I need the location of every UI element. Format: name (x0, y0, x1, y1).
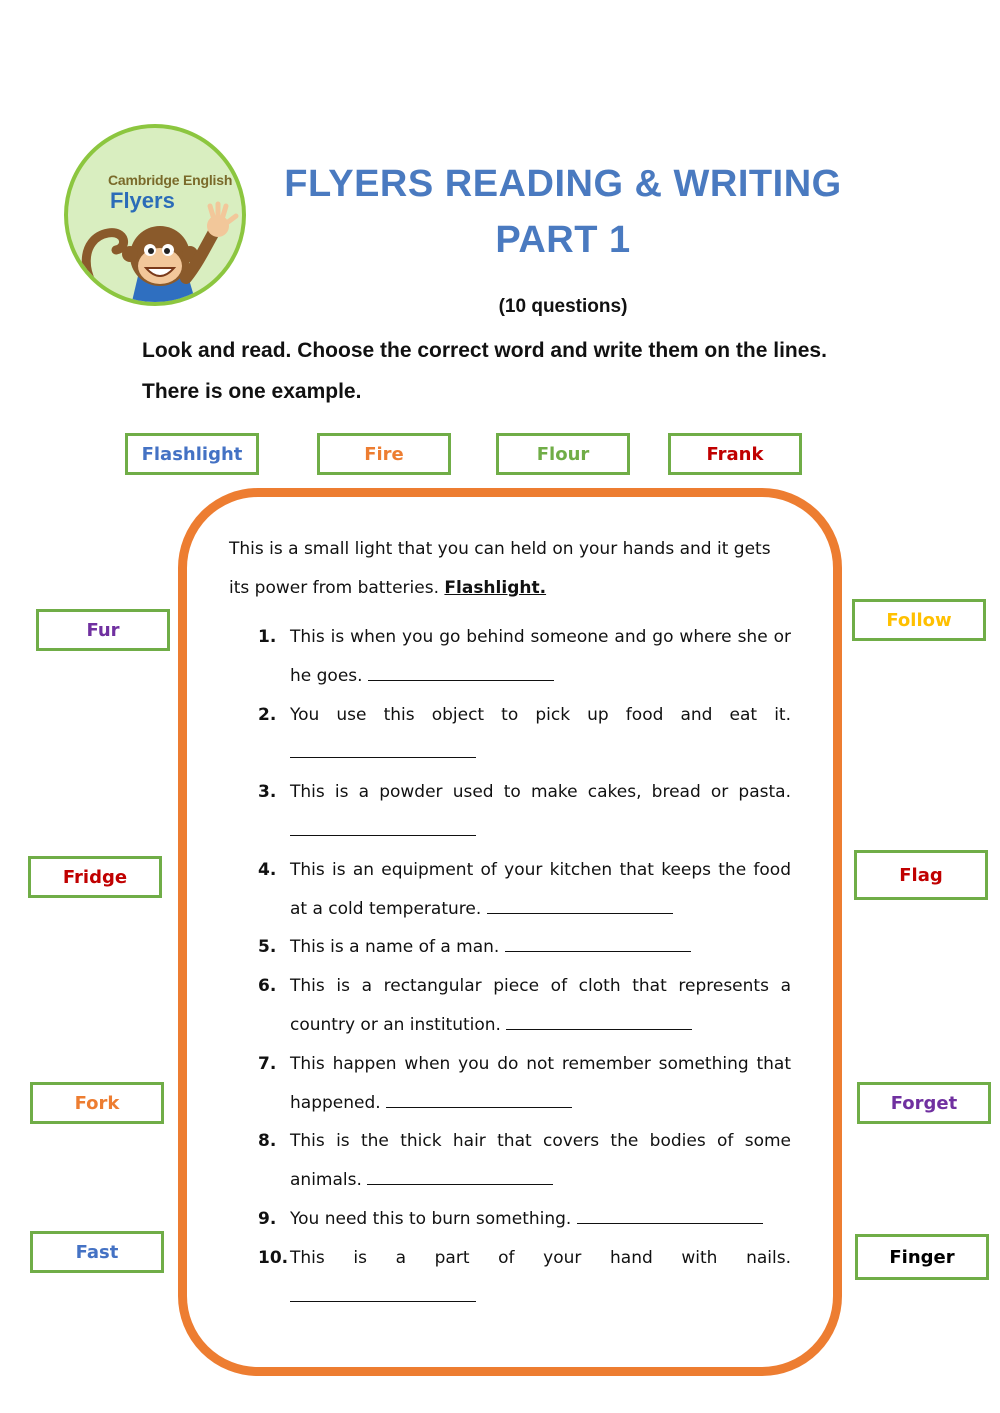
title-line-2: PART 1 (495, 219, 631, 261)
question-item (258, 773, 791, 851)
logo-text-cambridge: Cambridge English (108, 172, 233, 188)
question-item (258, 851, 791, 929)
question-text: This is the thick hair that covers the bodies of some animals. (290, 1131, 791, 1191)
word-box-flour[interactable]: Flour (496, 433, 630, 475)
word-box-flashlight[interactable]: Flashlight (125, 433, 259, 475)
question-item (258, 696, 791, 774)
word-box-finger[interactable]: Finger (855, 1234, 989, 1280)
question-number: 1. (258, 627, 277, 647)
word-box-frank[interactable]: Frank (668, 433, 802, 475)
word-box-forget[interactable]: Forget (857, 1082, 991, 1124)
answer-blank-line[interactable] (386, 1093, 572, 1108)
word-box-follow[interactable]: Follow (852, 599, 986, 641)
question-text-wrap (290, 1122, 791, 1200)
question-item (258, 1122, 791, 1200)
instructions: Look and read. Choose the correct word and write them on the lines. There is one example. (142, 339, 827, 403)
question-list (258, 618, 791, 1316)
question-text-wrap (290, 1200, 791, 1239)
monkey-mascot-icon (68, 128, 246, 306)
question-item (258, 1200, 791, 1239)
word-box-fork[interactable]: Fork (30, 1082, 164, 1124)
word-box-flag[interactable]: Flag (854, 850, 988, 900)
question-count: (10 questions) (498, 296, 628, 317)
question-text-wrap (290, 618, 791, 696)
question-text: You use this object to pick up food and eat it. (290, 704, 791, 725)
title-line-1: FLYERS READING & WRITING (284, 163, 842, 205)
page-title (270, 156, 856, 268)
example-item (229, 530, 791, 608)
question-text-wrap (290, 967, 791, 1045)
cambridge-flyers-logo (64, 124, 246, 306)
answer-blank-line[interactable] (368, 666, 554, 681)
question-number: 8. (258, 1131, 277, 1152)
word-box-fur[interactable]: Fur (36, 609, 170, 651)
question-number: 7. (258, 1053, 277, 1074)
question-item (258, 618, 791, 696)
word-box-fire[interactable]: Fire (317, 433, 451, 475)
word-box-fast[interactable]: Fast (30, 1231, 164, 1273)
question-item (258, 1239, 791, 1317)
answer-blank-line[interactable] (487, 899, 673, 914)
question-number: 9. (258, 1208, 277, 1229)
question-number: 6. (258, 976, 277, 997)
word-box-fridge[interactable]: Fridge (28, 856, 162, 898)
question-number: 5. (258, 937, 277, 958)
answer-blank-line[interactable] (506, 1015, 692, 1030)
question-item (258, 1045, 791, 1123)
answer-blank-line[interactable] (367, 1170, 553, 1185)
question-text: This is a rectangular piece of cloth that represents a country or an institution. (290, 976, 791, 1035)
example-text: This is a small light that you can held on your hands and it gets its power from batteries. (229, 539, 771, 598)
question-text: This is when you go behind someone and go where she or he goes. (290, 627, 791, 686)
question-number: 10. (258, 1247, 289, 1268)
question-number: 3. (258, 782, 277, 803)
question-text-wrap (290, 1045, 791, 1123)
question-text: This is a name of a man. (290, 937, 500, 958)
question-text-wrap (290, 851, 791, 929)
question-text: This happen when you do not remember something that happened. (290, 1053, 791, 1113)
question-text: This is a part of your hand with nails. (290, 1247, 791, 1268)
question-item (258, 928, 791, 967)
answer-blank-line[interactable] (505, 937, 691, 952)
question-text-wrap (290, 928, 791, 967)
example-answer: Flashlight. (444, 578, 547, 598)
answer-blank-line[interactable] (290, 821, 476, 836)
question-text-wrap (290, 696, 791, 774)
question-text: You need this to burn something. (290, 1208, 572, 1229)
answer-blank-line[interactable] (290, 1287, 476, 1302)
question-text: This is an equipment of your kitchen that keeps the food at a cold temperature. (290, 859, 791, 919)
answer-blank-line[interactable] (290, 743, 476, 758)
question-item (258, 967, 791, 1045)
logo-text-flyers: Flyers (110, 188, 175, 213)
question-number: 4. (258, 859, 277, 880)
question-text: This is a powder used to make cakes, bread or pasta. (290, 782, 791, 803)
question-text-wrap (290, 773, 791, 851)
question-number: 2. (258, 704, 277, 725)
question-text-wrap (290, 1239, 791, 1317)
answer-blank-line[interactable] (577, 1209, 763, 1224)
